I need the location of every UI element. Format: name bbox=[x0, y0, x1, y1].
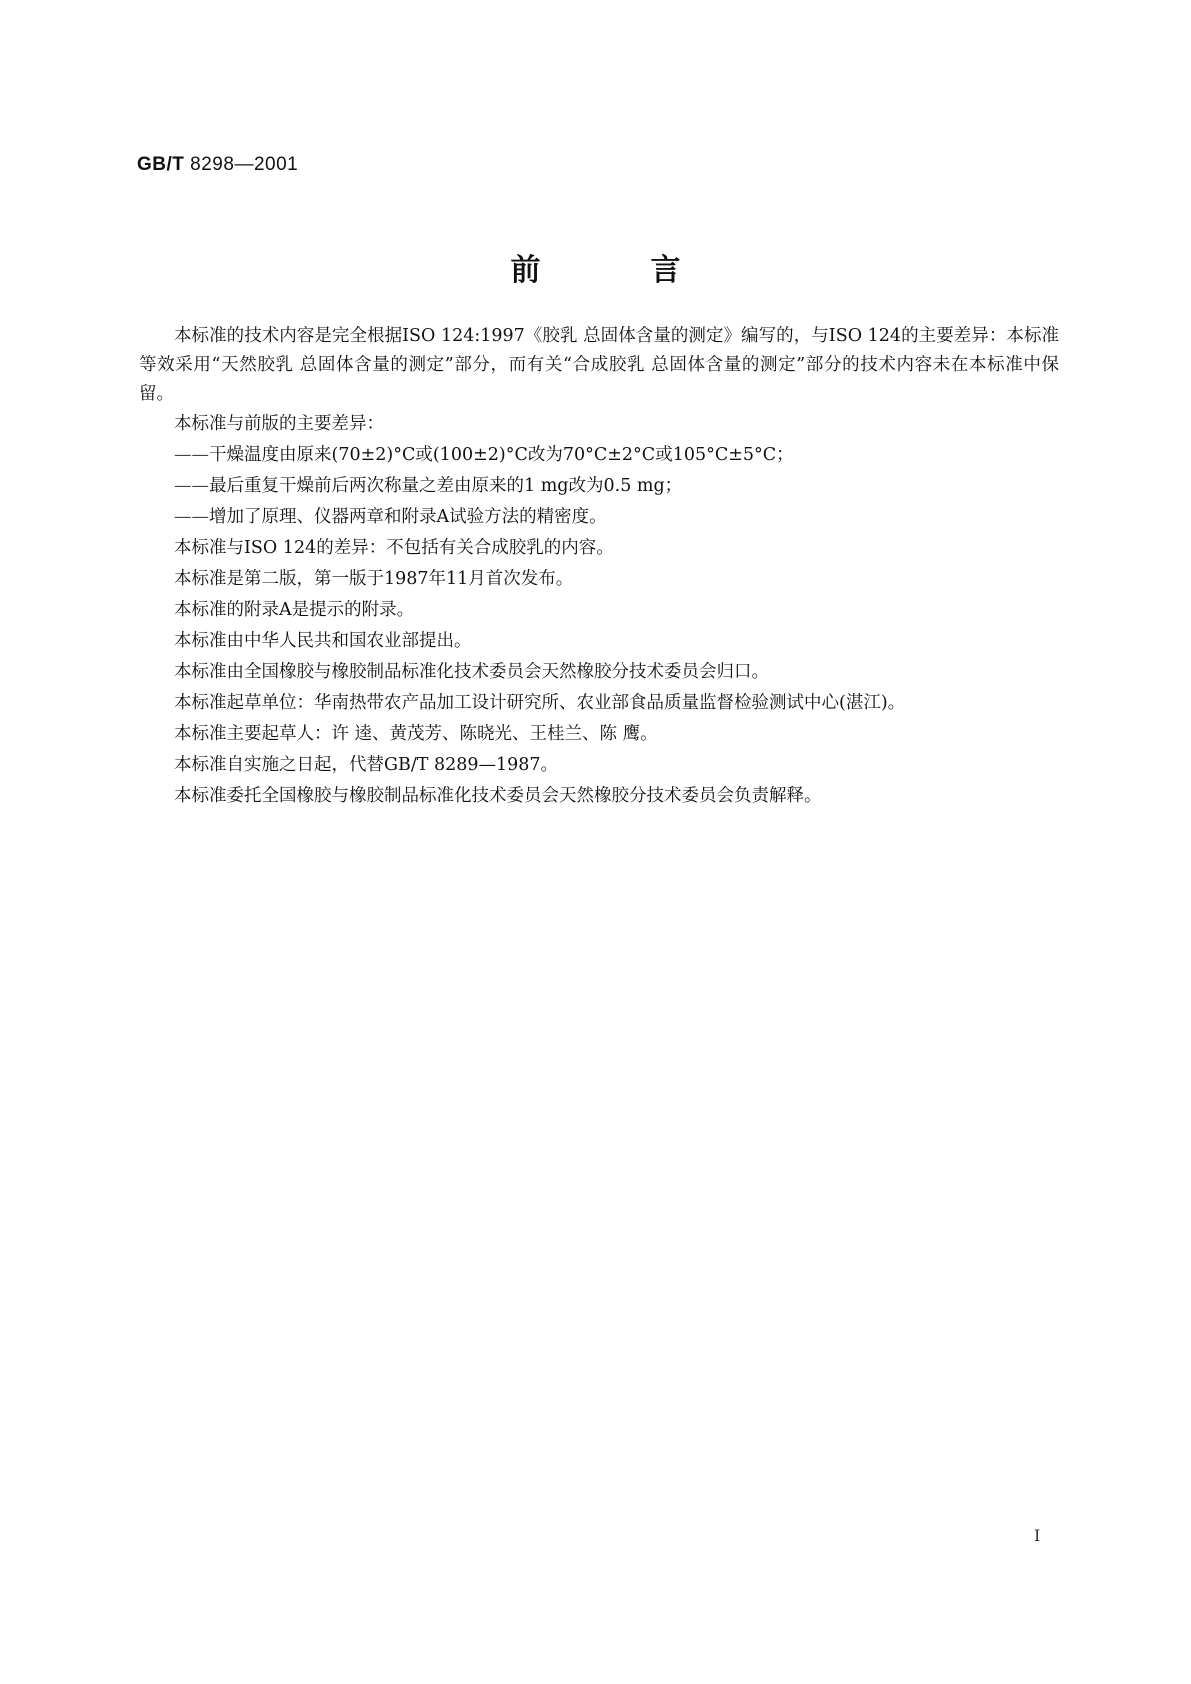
edition-paragraph: 本标准是第二版，第一版于1987年11月首次发布。 bbox=[174, 569, 574, 589]
dash-marker: —— bbox=[174, 507, 209, 527]
appendix-paragraph: 本标准的附录A是提示的附录。 bbox=[174, 600, 415, 620]
proposer-paragraph: 本标准由中华人民共和国农业部提出。 bbox=[174, 631, 472, 651]
standard-prefix: GB/T bbox=[137, 154, 185, 175]
standard-code: 8298—2001 bbox=[190, 154, 299, 175]
dash-marker: —— bbox=[174, 476, 209, 496]
dash-marker: —— bbox=[174, 445, 209, 465]
list-item bbox=[139, 471, 1059, 502]
page-number: I bbox=[1034, 1526, 1041, 1545]
interpretation-paragraph: 本标准委托全国橡胶与橡胶制品标准化技术委员会天然橡胶分技术委员会负责解释。 bbox=[174, 786, 822, 806]
iso-diff-paragraph: 本标准与ISO 124的差异：不包括有关合成胶乳的内容。 bbox=[174, 538, 614, 558]
list-item bbox=[139, 440, 1059, 471]
centralizer-paragraph: 本标准由全国橡胶与橡胶制品标准化技术委员会天然橡胶分技术委员会归口。 bbox=[174, 662, 769, 682]
page-title: 前言 bbox=[510, 253, 791, 288]
drafters-paragraph: 本标准主要起草人：许 逵、黄茂芳、陈晓光、王桂兰、陈 鹰。 bbox=[174, 724, 658, 744]
diff-heading: 本标准与前版的主要差异： bbox=[174, 414, 384, 434]
list-item-text: 干燥温度由原来(70±2)°C或(100±2)°C改为70°C±2°C或105°C±5°C； bbox=[209, 445, 794, 465]
list-item bbox=[139, 502, 1059, 533]
replaces-paragraph: 本标准自实施之日起，代替GB/T 8289—1987。 bbox=[174, 755, 559, 775]
foreword-body bbox=[139, 322, 1059, 812]
drafting-units-paragraph: 本标准起草单位：华南热带农产品加工设计研究所、农业部食品质量监督检验测试中心(湛江)。 bbox=[174, 693, 906, 713]
intro-paragraph: 本标准的技术内容是完全根据ISO 124:1997《胶乳 总固体含量的测定》编写的，与ISO 124的主要差异：本标准等效采用“天然胶乳 总固体含量的测定”部分，而有关“合成胶乳 总固体含量的测定”部分的技术内容未在本标准中保留。 bbox=[139, 326, 1059, 404]
list-item-text: 最后重复干燥前后两次称量之差由原来的1 mg改为0.5 mg； bbox=[209, 476, 683, 496]
standard-number bbox=[137, 154, 298, 176]
list-item-text: 增加了原理、仪器两章和附录A试验方法的精密度。 bbox=[209, 507, 607, 527]
